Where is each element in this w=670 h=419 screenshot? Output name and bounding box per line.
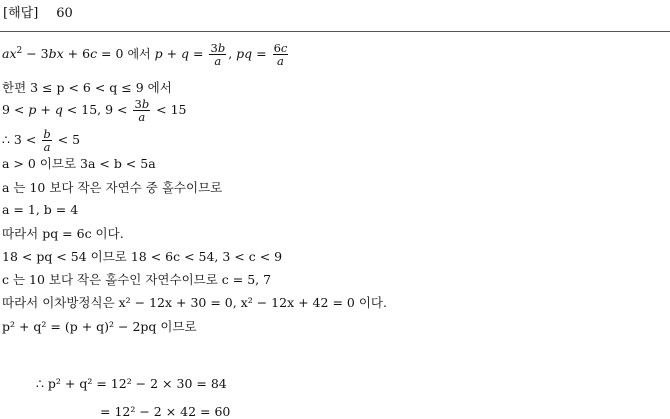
line-10: c 는 10 보다 작은 홀수인 자연수이므로 c = 5, 7 bbox=[2, 272, 272, 287]
divider bbox=[0, 31, 670, 32]
final-line-1: ∴ p² + q² = 12² − 2 × 30 = 84 bbox=[36, 376, 227, 391]
line-7: a = 1, b = 4 bbox=[2, 202, 79, 217]
line-2: 한편 3 ≤ p < 6 < q ≤ 9 에서 bbox=[2, 80, 172, 95]
answer-label: [해답] bbox=[3, 6, 39, 21]
line-8: 따라서 pq = 6c 이다. bbox=[2, 226, 124, 241]
line-11: 따라서 이차방정식은 x² − 12x + 30 = 0, x² − 12x + 42 = 0 이다. bbox=[2, 295, 387, 310]
answer-value: 60 bbox=[56, 6, 73, 21]
final-line-2: = 12² − 2 × 42 = 60 bbox=[100, 404, 231, 419]
line-12: p² + q² = (p + q)² − 2pq 이므로 bbox=[2, 319, 197, 334]
line-9: 18 < pq < 54 이므로 18 < 6c < 54, 3 < c < 9 bbox=[2, 249, 283, 264]
line-3: 9 < p + q < 15, 9 < $\frac{3b}{a}$ < 15 bbox=[2, 97, 187, 124]
line-6: a 는 10 보다 작은 자연수 중 홀수이므로 bbox=[2, 180, 223, 195]
line-1: $ax^2 - 3bx + 6c = 0$ 에서 p + q = $\frac{3b}{a}$ , pq = $\frac{6c}{a}$ bbox=[2, 41, 288, 68]
line-4: ∴ 3 < $\frac{b}{a}$ < 5 bbox=[2, 127, 81, 154]
answer-header bbox=[3, 2, 73, 21]
line-5: a > 0 이므로 3a < b < 5a bbox=[2, 156, 156, 171]
